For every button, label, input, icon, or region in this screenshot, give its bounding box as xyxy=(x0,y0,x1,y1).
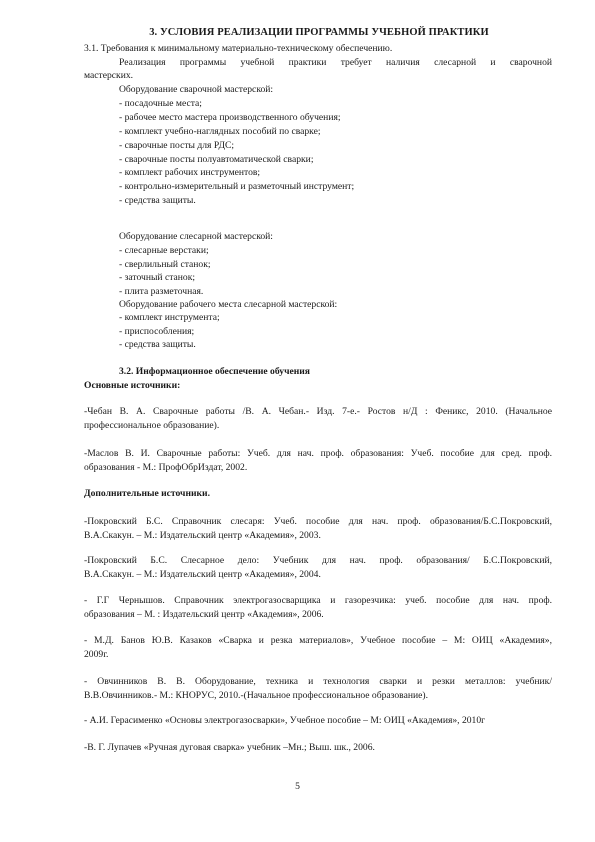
requirements-heading: 3.1. Требования к минимальному материально-техническому обеспечению. xyxy=(84,43,393,54)
list-item: - сварочные посты для РДС; xyxy=(119,140,235,151)
welding-shop-heading: Оборудование сварочной мастерской: xyxy=(119,84,274,95)
reference-line: - Г.Г Чернышов. Справочник электрогазосварщика и газорезчика: учеб. пособие для нач. проф. xyxy=(84,595,552,606)
main-sources-heading: Основные источники: xyxy=(84,380,181,391)
info-support-heading: 3.2. Информационное обеспечение обучения xyxy=(119,366,310,377)
list-item: - рабочее место мастера производственного обучения; xyxy=(119,112,341,123)
reference-line: - А.И. Герасименко «Основы электрогазосварки», Учебное пособие – М: ОИЦ «Академия», 2010г xyxy=(84,715,486,726)
reference-line: -В. Г. Лупачев «Ручная дуговая сварка» учебник –Мн.; Выш. шк., 2006. xyxy=(84,742,375,753)
extra-sources-heading: Дополнительные источники. xyxy=(84,488,210,499)
list-item: - контрольно-измерительный и разметочный инструмент; xyxy=(119,181,355,192)
list-item: - комплект рабочих инструментов; xyxy=(119,167,261,178)
reference-line: - Овчинников В. В. Оборудование, техника и технология сварки и резки металлов: учебник/ xyxy=(84,676,552,687)
workplace-heading: Оборудование рабочего места слесарной мастерской: xyxy=(119,299,338,310)
reference-line: 2009г. xyxy=(84,649,109,660)
list-item: - сверлильный станок; xyxy=(119,259,211,270)
reference-line: В.А.Скакун. – М.: Издательский центр «Академия», 2003. xyxy=(84,530,321,541)
list-item: - средства защиты. xyxy=(119,195,196,206)
list-item: - комплект учебно-наглядных пособий по сварке; xyxy=(119,126,321,137)
list-item: - посадочные места; xyxy=(119,98,202,109)
page-number: 5 xyxy=(295,781,300,792)
list-item: - заточный станок; xyxy=(119,272,196,283)
reference-line: -Покровский Б.С. Слесарное дело: Учебник для нач. проф. образования/ Б.С.Покровский, xyxy=(84,555,552,566)
reference-line: образования - М.: ПрофОбрИздат, 2002. xyxy=(84,462,248,473)
section-title: 3. УСЛОВИЯ РЕАЛИЗАЦИИ ПРОГРАММЫ УЧЕБНОЙ ПРАКТИКИ xyxy=(149,27,489,38)
list-item: - слесарные верстаки; xyxy=(119,245,209,256)
reference-line: -Маслов В. И. Сварочные работы: Учеб. для нач. проф. образования: Учеб. пособие для сред. проф. xyxy=(84,448,552,459)
requirements-paragraph-line1: Реализация программы учебной практики требует наличия слесарной и сварочной xyxy=(119,57,552,68)
reference-line: профессиональное образование). xyxy=(84,420,220,431)
list-item: - приспособления; xyxy=(119,326,195,337)
requirements-paragraph-line2: мастерских. xyxy=(84,70,134,81)
locksmith-shop-heading: Оборудование слесарной мастерской: xyxy=(119,231,273,242)
list-item: - сварочные посты полуавтоматической сварки; xyxy=(119,154,314,165)
reference-line: образования – М. : Издательский центр «Академия», 2006. xyxy=(84,609,324,620)
list-item: - комплект инструмента; xyxy=(119,312,220,323)
reference-line: - М.Д. Банов Ю.В. Казаков «Сварка и резка материалов», Учебное пособие – М: ОИЦ «Академия», xyxy=(84,635,552,646)
list-item: - средства защиты. xyxy=(119,339,196,350)
reference-line: В.А.Скакун. – М.: Издательский центр «Академия», 2004. xyxy=(84,569,321,580)
reference-line: В.В.Овчинников.- М.: КНОРУС, 2010.-(Начальное профессиональное образование). xyxy=(84,690,428,701)
reference-line: -Чебан В. А. Сварочные работы /В. А. Чебан.- Изд. 7-е.- Ростов н/Д : Феникс, 2010. (Начальное xyxy=(84,406,552,417)
reference-line: -Покровский Б.С. Справочник слесаря: Учеб. пособие для нач. проф. образования/Б.С.Покровский, xyxy=(84,516,552,527)
list-item: - плита разметочная. xyxy=(119,286,204,297)
